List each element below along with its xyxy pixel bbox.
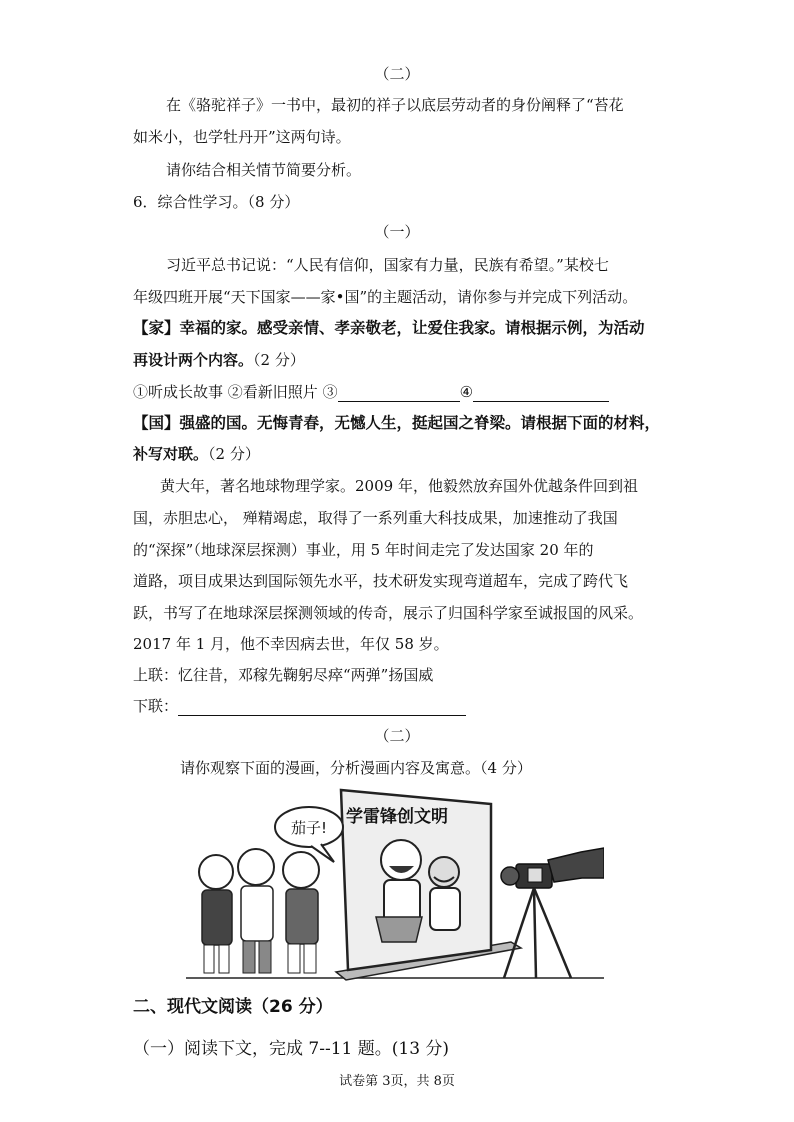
- question6-title: 6．综合性学习。（8 分）: [133, 193, 300, 211]
- nation-task-score: （2 分）: [208, 445, 260, 463]
- section2-heading: 二、现代文阅读（26 分）: [133, 997, 333, 1017]
- question6-part2-heading: （二）: [374, 727, 420, 745]
- home-example-1: ①听成长故事: [133, 383, 224, 401]
- part2-prompt: 请你结合相关情节简要分析。: [166, 161, 362, 179]
- home-blank-3-label: ③: [322, 383, 338, 401]
- reading1-heading: （一）阅读下文，完成 7--11 题。(13 分): [133, 1039, 450, 1059]
- part2-heading: （二）: [374, 65, 420, 83]
- material-line5: 跃，书写了在地球深层探测领域的传奇，展示了归国科学家至诚报国的风采。: [133, 604, 644, 622]
- cartoon-prompt: 请你观察下面的漫画，分析漫画内容及寓意。（4 分）: [180, 759, 532, 777]
- material-line2: 国，赤胆忠心， 殚精竭虑，取得了一系列重大科技成果，加速推动了我国: [133, 509, 618, 527]
- material-line4: 道路，项目成果达到国际领先水平，技术研发实现弯道超车，完成了跨代飞: [133, 572, 629, 590]
- part2-paragraph-line2: 如米小，也学牡丹开”这两句诗。: [133, 128, 351, 146]
- material-line1: 黄大年，著名地球物理学家。2009 年，他毅然放弃国外优越条件回到祖: [160, 477, 638, 495]
- nation-task-text: 补写对联。: [133, 445, 209, 463]
- home-task-line1: 【家】幸福的家。感受亲情、孝亲敬老，让爱住我家。请根据示例，为活动: [133, 319, 645, 337]
- part2-paragraph-line1: 在《骆驼祥子》一书中，最初的祥子以底层劳动者的身份阐释了“苔花: [166, 96, 624, 114]
- cartoon-illustration: [186, 782, 604, 982]
- material-line3: 的“深探”（地球深层探测）事业，用 5 年时间走完了发达国家 20 年的: [133, 541, 594, 559]
- nation-task-line1: 【国】强盛的国。无悔青春，无憾人生，挺起国之脊梁。请根据下面的材料，: [133, 414, 661, 432]
- material-line6: 2017 年 1 月，他不幸因病去世，年仅 58 岁。: [133, 635, 449, 653]
- home-blank-4-label: ④: [459, 383, 474, 401]
- page-footer: 试卷第 3页，共 8页: [339, 1074, 455, 1089]
- couplet-lower-answer-blank[interactable]: [178, 699, 466, 716]
- home-examples-row: [133, 382, 609, 402]
- home-example-2: ②看新旧照片: [227, 383, 318, 401]
- camera-tripod: [501, 848, 604, 978]
- home-answer-blank-4[interactable]: [473, 385, 609, 402]
- question6-part1-heading: （一）: [374, 223, 420, 241]
- speech-text: 茄子!: [290, 819, 328, 837]
- home-task-text: 再设计两个内容。: [133, 351, 254, 369]
- home-task-line2: [133, 350, 305, 370]
- question6-intro-line1: 习近平总书记说：“人民有信仰，国家有力量，民族有希望。”某校七: [166, 256, 609, 274]
- sign-text: 学雷锋创文明: [346, 807, 448, 827]
- home-task-score: （2 分）: [253, 351, 305, 369]
- home-answer-blank-3[interactable]: [338, 385, 460, 402]
- couplet-lower-row: [133, 696, 466, 716]
- couplet-lower-label: 下联：: [133, 697, 179, 715]
- nation-task-line2: [133, 444, 260, 464]
- couplet-upper: 上联：忆往昔，邓稼先鞠躬尽瘁“两弹”扬国威: [133, 666, 434, 684]
- photographer-arm: [548, 848, 604, 882]
- gift-basket: [376, 917, 422, 942]
- waiting-people: [199, 849, 319, 973]
- question6-intro-line2: 年级四班开展“天下国家——家•国”的主题活动，请你参与并完成下列活动。: [133, 288, 638, 306]
